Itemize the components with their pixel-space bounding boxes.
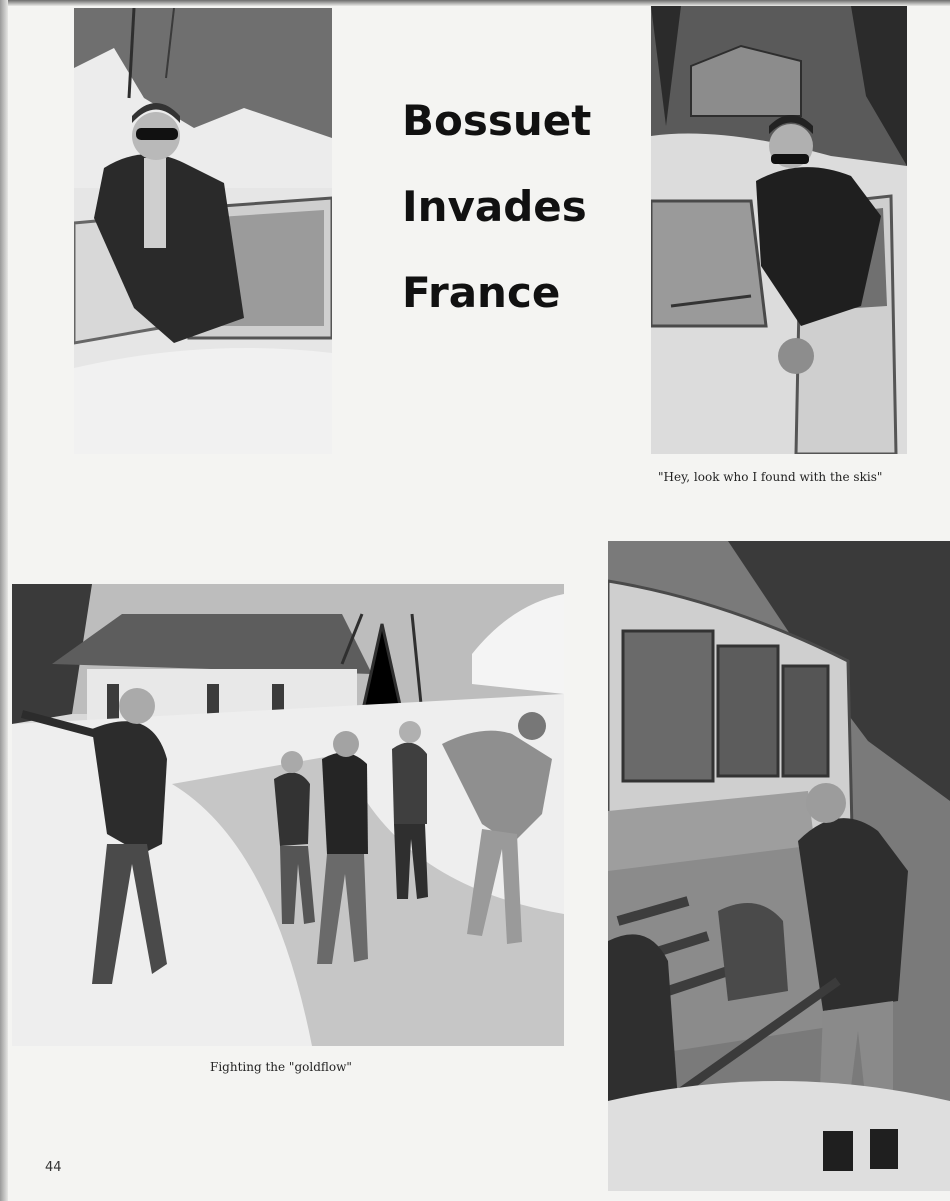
headline-line-3: France [402, 268, 561, 317]
headline-line-2: Invades [402, 182, 587, 231]
page-spine-edge [0, 0, 8, 1201]
page-number: 44 [45, 1160, 62, 1175]
photo-student-car-door-left [74, 8, 332, 454]
caption-skis: "Hey, look who I found with the skis" [658, 470, 883, 484]
photo-students-snow-street [12, 584, 564, 1046]
headline [402, 78, 622, 336]
photo-loading-skis-bus [608, 541, 950, 1191]
photo-student-car-door-right [651, 6, 907, 454]
caption-goldflow: Fighting the "goldflow" [210, 1060, 352, 1074]
headline-line-1: Bossuet [402, 96, 592, 145]
